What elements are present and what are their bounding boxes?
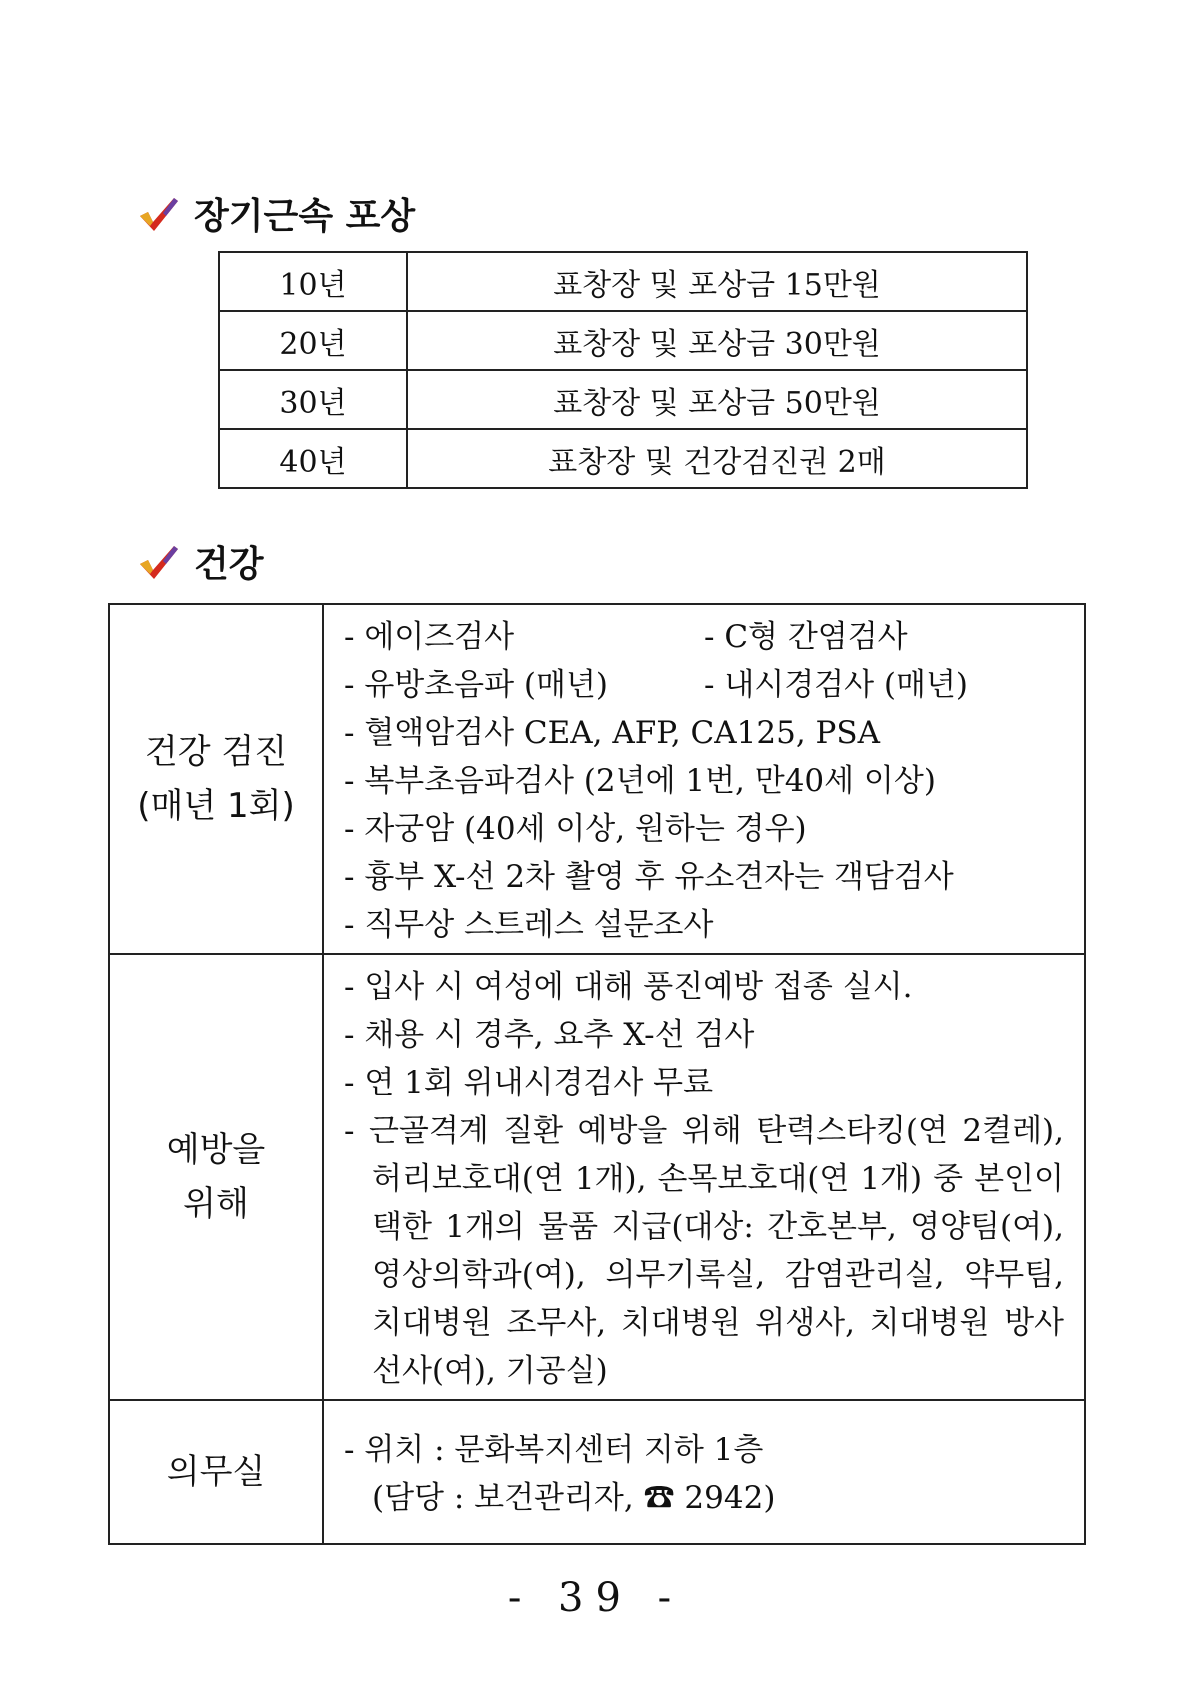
contact-suffix: 2942) [674, 1480, 776, 1516]
prevention-item: - 채용 시 경추, 요추 X-선 검사 [344, 1017, 755, 1053]
checkmark-icon [136, 542, 180, 582]
checkmark-icon [136, 194, 180, 234]
checkup-item: - 유방초음파 (매년) [344, 667, 608, 703]
checkup-label-line1: 건강 검진 [144, 731, 288, 772]
prevention-content [323, 954, 1085, 1400]
list-item [344, 661, 1064, 709]
prevention-item: - 입사 시 여성에 대해 풍진예방 접종 실시. [344, 969, 913, 1005]
award-reward: 표창장 및 건강검진권 2매 [407, 429, 1027, 488]
award-years: 20년 [219, 311, 407, 370]
health-title: 건강 [194, 544, 264, 585]
checkup-item: - 복부초음파검사 (2년에 1번, 만40세 이상) [344, 763, 936, 799]
award-years: 40년 [219, 429, 407, 488]
checkup-item: - 혈액암검사 CEA, AFP, CA125, PSA [344, 715, 881, 751]
prevention-label [109, 954, 323, 1400]
infirmary-label: 의무실 [109, 1400, 323, 1544]
prevention-item: - 연 1회 위내시경검사 무료 [344, 1065, 714, 1101]
table-row [109, 954, 1085, 1400]
checkup-label [109, 604, 323, 954]
infirmary-content [323, 1400, 1085, 1544]
checkup-item: - 자궁암 (40세 이상, 원하는 경우) [344, 811, 807, 847]
infirmary-contact [344, 1474, 1064, 1522]
checkup-item: - 내시경검사 (매년) [704, 667, 968, 703]
checkup-item: - 에이즈검사 [344, 619, 515, 655]
checkup-label-line2: (매년 1회) [137, 786, 295, 826]
list-item [344, 613, 1064, 661]
table-row [219, 311, 1027, 370]
awards-heading [136, 188, 415, 239]
checkup-item: - 흉부 X-선 2차 촬영 후 유소견자는 객담검사 [344, 859, 954, 895]
checkup-content [323, 604, 1085, 954]
table-row [219, 429, 1027, 488]
contact-prefix: (담당 : 보건관리자, [372, 1480, 644, 1516]
table-row [219, 370, 1027, 429]
health-heading [136, 536, 264, 587]
awards-title: 장기근속 포상 [194, 196, 416, 237]
prevention-item: - 근골격계 질환 예방을 위해 탄력스타킹(연 2켤레), 허리보호대(연 1개), 손목보호대(연 1개) 중 본인이 택한 1개의 물품 지급(대상: 간호본부, 영양팀(여), 영상의학과(여), 의무기록실, 감염관리실, 약무팀, 치대병원 조무사, 치대병원 위생사, 치대병원 방사선사(여), 기공실) [344, 1113, 1064, 1389]
health-table [108, 603, 1086, 1545]
prevention-label-line2: 위해 [183, 1184, 249, 1224]
checkup-item: - 직무상 스트레스 설문조사 [344, 907, 714, 943]
phone-icon: ☎ [643, 1480, 675, 1516]
checkup-item: - C형 간염검사 [704, 619, 908, 655]
awards-table [218, 251, 1028, 489]
award-years: 30년 [219, 370, 407, 429]
infirmary-location: - 위치 : 문화복지센터 지하 1층 [344, 1432, 764, 1468]
table-row [109, 1400, 1085, 1544]
prevention-label-line1: 예방을 [166, 1129, 266, 1170]
page-number: - 39 - [507, 1575, 684, 1621]
award-reward: 표창장 및 포상금 50만원 [407, 370, 1027, 429]
table-row [219, 252, 1027, 311]
award-years: 10년 [219, 252, 407, 311]
award-reward: 표창장 및 포상금 30만원 [407, 311, 1027, 370]
award-reward: 표창장 및 포상금 15만원 [407, 252, 1027, 311]
table-row [109, 604, 1085, 954]
